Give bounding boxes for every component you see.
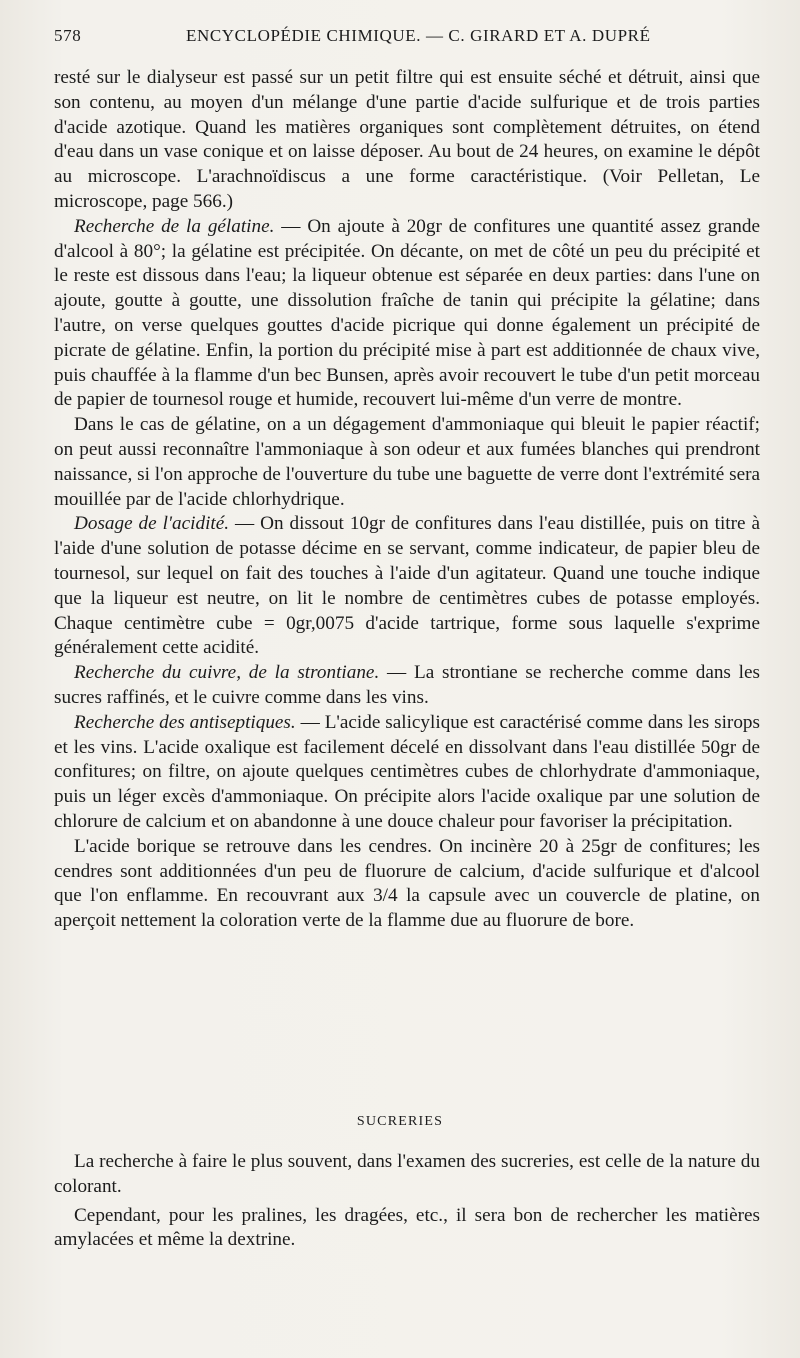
running-title: ENCYCLOPÉDIE CHIMIQUE. — C. GIRARD ET A. DUPRÉ	[186, 26, 651, 45]
paragraph: Dosage de l'acidité. — On dissout 10gr de confitures dans l'eau distillée, puis on titre à l'aide d'une solution de potasse décime en se servant, comme indicateur, de papier bleu de tournesol, sur lequel on fait des touches à l'aide d'un agitateur. Quand une touche indique que la liqueur est neutre, on lit le nombre de centimètres cubes de potasse employés. Chaque centimètre cube = 0gr,0075 d'acide tartrique, forme sous laquelle s'exprime généralement cette acidité.	[54, 513, 760, 659]
paragraph-heading: Recherche des antiseptiques.	[74, 711, 296, 733]
paragraph: Recherche de la gélatine. — On ajoute à 20gr de confitures une quantité assez grande d'alcool à 80°; la gélatine est précipitée. On décante, on met de côté un peu du précipité et le reste est dissous dans l'eau; la liqueur obtenue est séparée en deux parties: dans l'une on ajoute, goutte à goutte, une dissolution fraîche de tanin qui précipite la gélatine; dans l'autre, on verse quelques gouttes d'acide picrique qui donne également un précipité de picrate de gélatine. Enfin, la portion du précipité mise à part est additionnée de chaux vive, puis chauffée à la flamme d'un bec Bunsen, après avoir recouvert le tube d'un petit morceau de papier de tournesol rouge et humide, recouvert lui-même d'un verre de montre.	[54, 215, 760, 411]
paragraph-heading: Dosage de l'acidité.	[74, 513, 230, 535]
body-text	[54, 66, 760, 934]
paragraph-heading: Recherche de la gélatine.	[74, 215, 275, 237]
paragraph: Cependant, pour les pralines, les dragées, etc., il sera bon de rechercher les matières amylacées et même la dextrine.	[54, 1204, 760, 1251]
section-body-text	[54, 1150, 760, 1257]
paragraph: Recherche des antiseptiques. — L'acide salicylique est caractérisé comme dans les sirops et les vins. L'acide oxalique est facilement décelé en dissolvant dans l'eau distillée 50gr de confitures; on filtre, on ajoute quelques centimètres cubes de chlorhydrate d'ammoniaque, puis un léger excès d'ammoniaque. On précipite alors l'acide oxalique par une solution de chlorure de calcium et on abandonne à une douce chaleur pour favoriser la précipitation.	[54, 711, 760, 832]
running-header	[54, 26, 760, 50]
paragraph: Dans le cas de gélatine, on a un dégagement d'ammoniaque qui bleuit le papier réactif; on peut aussi reconnaître l'ammoniaque à son odeur et aux fumées blanches qui prendront naissance, si l'on approche de l'ouverture du tube une baguette de verre dont l'extrémité sera mouillée par de l'acide chlorhydrique.	[54, 414, 760, 510]
page-number: 578	[54, 26, 82, 45]
paragraph: Recherche du cuivre, de la strontiane. — La strontiane se recherche comme dans les sucres raffinés, et le cuivre comme dans les vins.	[54, 662, 760, 708]
paragraph-heading: Recherche du cuivre, de la strontiane.	[74, 662, 380, 684]
section-title: SUCRERIES	[356, 1114, 444, 1129]
paragraph: La recherche à faire le plus souvent, dans l'examen des sucreries, est celle de la nature du colorant.	[54, 1151, 760, 1197]
paragraph: resté sur le dialyseur est passé sur un petit filtre qui est ensuite séché et détruit, ainsi que son contenu, au moyen d'un mélange d'une partie d'acide sulfurique et de trois parties d'acide azotique. Quand les matières organiques sont complètement détruites, on étend d'eau dans un vase conique et on laisse déposer. Au bout de 24 heures, on examine le dépôt au microscope. L'arachnoïdiscus a une forme caractéristique. (Voir Pelletan, Le microscope, page 566.)	[54, 67, 760, 212]
paragraph: L'acide borique se retrouve dans les cendres. On incinère 20 à 25gr de confitures; les cendres sont additionnées d'un peu de fluorure de calcium, d'acide sulfurique et d'alcool que l'on enflamme. En recouvrant aux 3/4 la capsule avec un couvercle de platine, on aperçoit nettement la coloration verte de la flamme due au fluorure de bore.	[54, 835, 760, 932]
